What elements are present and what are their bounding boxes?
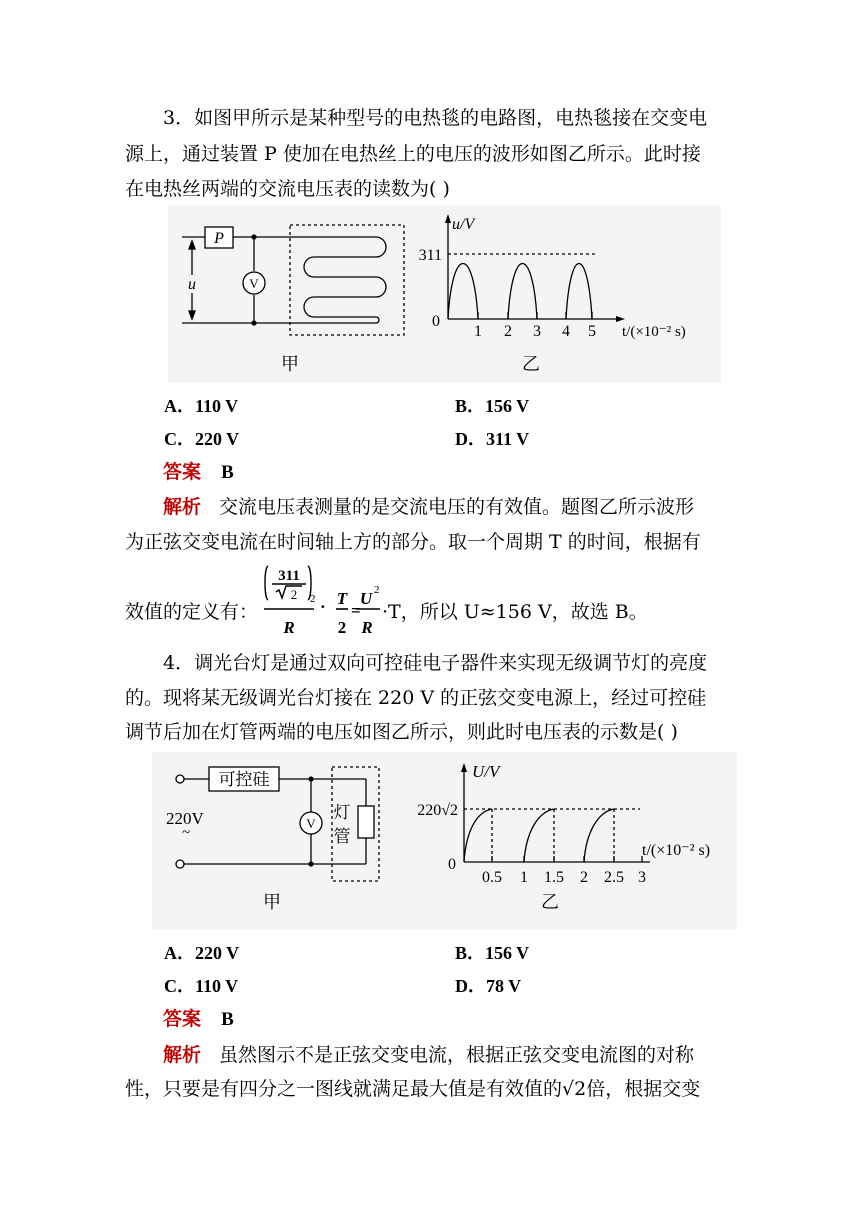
q4-junction-bottom <box>308 861 313 866</box>
q3-line-2: 源上，通过装置 P 使加在电热丝上的电压的波形如图乙所示。此时接 <box>125 143 701 165</box>
q4-figure-svg <box>152 752 737 929</box>
q4-option-d: D．78 V <box>455 976 522 996</box>
q4-xtick-labels <box>482 869 646 886</box>
q3-formula-rhs-svg <box>354 560 384 640</box>
q3-option-b: B．156 V <box>455 396 530 416</box>
q4-xtick-4: 2 <box>580 869 588 886</box>
q3-yaxis-label: u/V <box>452 216 475 233</box>
q4-analysis-text-1: 虽然图示不是正弦交变电流，根据正弦交变电流图的对称 <box>219 1044 695 1066</box>
q3-junction-bottom <box>251 320 256 325</box>
q3-formula-prefix: 效值的定义有： <box>125 601 259 623</box>
q4-device-label: 可控硅 <box>218 770 270 789</box>
q3-formula-two: 2 <box>337 618 347 637</box>
q3-xaxis-label: t/(×10⁻² s) <box>622 324 686 340</box>
q3-analysis-line-2: 为正弦交变电流在时间轴上方的部分。取一个周期 T 的时间，根据有 <box>125 531 701 553</box>
q3-device-label: P <box>214 230 224 247</box>
q4-caption-right: 乙 <box>541 892 559 912</box>
q4-answer <box>163 1005 234 1034</box>
q4-origin-label: 0 <box>448 856 456 873</box>
q4-xtick-5: 2.5 <box>604 869 624 886</box>
q4-source-tilde: ~ <box>182 825 191 841</box>
q4-answer-label: 答案 <box>163 1008 202 1030</box>
q3-ymax-label: 311 <box>418 247 442 264</box>
q3-origin-label: 0 <box>432 313 440 330</box>
q4-line-2: 的。现将某无级调光台灯接在 220 V 的正弦交变电源上，经过可控硅 <box>125 687 707 709</box>
q3-source-label: u <box>188 276 196 293</box>
q3-caption-left: 甲 <box>281 354 299 374</box>
q4-lamp-label-1: 灯 <box>333 803 351 822</box>
q3-answer-label: 答案 <box>163 461 202 483</box>
q3-analysis-text-1: 交流电压表测量的是交流电压的有效值。题图乙所示波形 <box>219 496 695 518</box>
q3-formula-den: R <box>283 618 295 637</box>
q3-xtick-4: 4 <box>562 323 570 340</box>
q4-figure <box>152 752 737 929</box>
q4-answer-value: B <box>221 1009 234 1030</box>
q3-xtick-1: 1 <box>474 323 482 340</box>
q4-xtick-1: 0.5 <box>482 869 502 886</box>
q3-figure-svg <box>168 205 721 383</box>
q4-xtick-6: 3 <box>638 869 646 886</box>
q3-xtick-labels <box>474 323 596 340</box>
q3-meter-label: V <box>249 276 259 291</box>
q3-xtick-2: 2 <box>504 323 512 340</box>
q3-formula-num: 311 <box>278 568 300 584</box>
q3-answer-value: B <box>221 462 234 483</box>
q4-circuit <box>176 767 379 881</box>
q3-formula <box>262 560 662 640</box>
q3-xtick-5: 5 <box>588 323 596 340</box>
q3-formula-u: U <box>359 589 373 608</box>
q3-junction-top <box>251 234 256 239</box>
q4-xaxis-label: t/(×10⁻² s) <box>642 842 711 859</box>
q3-xaxis-arrow <box>616 316 625 322</box>
q3-formula-sqrt: 2 <box>290 587 298 602</box>
q4-ymax-label: 220√2 <box>417 802 458 819</box>
q4-option-b: B．156 V <box>455 943 530 963</box>
q3-analysis-line-1 <box>163 493 694 521</box>
q3-formula-exp: 2 <box>310 593 316 605</box>
q4-option-a: A．220 V <box>164 943 240 963</box>
q4-analysis-line-2: 性，只要是有四分之一图线就满足最大值是有效值的√2倍，根据交变 <box>125 1078 701 1100</box>
q3-line-1: 3．如图甲所示是某种型号的电热毯的电路图，电热毯接在交变电 <box>163 107 708 129</box>
q4-analysis-line-1 <box>163 1041 694 1069</box>
q4-lamp-label-2: 管 <box>333 827 351 846</box>
q3-analysis-label: 解析 <box>163 496 202 518</box>
q4-option-c: C．110 V <box>164 976 239 996</box>
q3-option-a: A．110 V <box>164 396 239 416</box>
q3-formula-r2: R <box>361 618 373 637</box>
q4-xtick-3: 1.5 <box>544 869 564 886</box>
q3-option-c: C．220 V <box>164 429 240 449</box>
q3-formula-t: T <box>336 589 348 608</box>
q4-source-label: 220V <box>166 809 204 828</box>
q4-yaxis-arrow <box>461 763 467 772</box>
q4-xtick-2: 1 <box>520 869 528 886</box>
q3-figure <box>168 205 721 383</box>
q3-xtick-3: 3 <box>533 323 541 340</box>
q3-formula-u-exp: 2 <box>374 584 380 596</box>
q4-analysis-label: 解析 <box>163 1044 202 1066</box>
q4-caption-left: 甲 <box>263 892 281 912</box>
q3-option-d: D．311 V <box>455 429 530 449</box>
q4-line-3: 调节后加在灯管两端的电压如图乙所示，则此时电压表的示数是( ) <box>125 721 678 743</box>
q3-line-3: 在电热丝两端的交流电压表的读数为( ) <box>125 178 450 200</box>
q4-yaxis-label: U/V <box>472 762 500 781</box>
q3-answer <box>163 458 234 487</box>
q4-junction-top <box>308 776 313 781</box>
q4-line-1: 4．调光台灯是通过双向可控硅电子器件来实现无级调节灯的亮度 <box>163 652 708 674</box>
q3-formula-dot: · <box>320 597 326 616</box>
q4-meter-label: V <box>306 816 316 831</box>
q3-caption-right: 乙 <box>522 354 540 374</box>
q3-yaxis-arrow <box>445 214 451 223</box>
q3-formula-eq: = <box>351 601 361 620</box>
q3-formula-tail: ·T，所以 U≈156 V，故选 B。 <box>382 601 648 623</box>
